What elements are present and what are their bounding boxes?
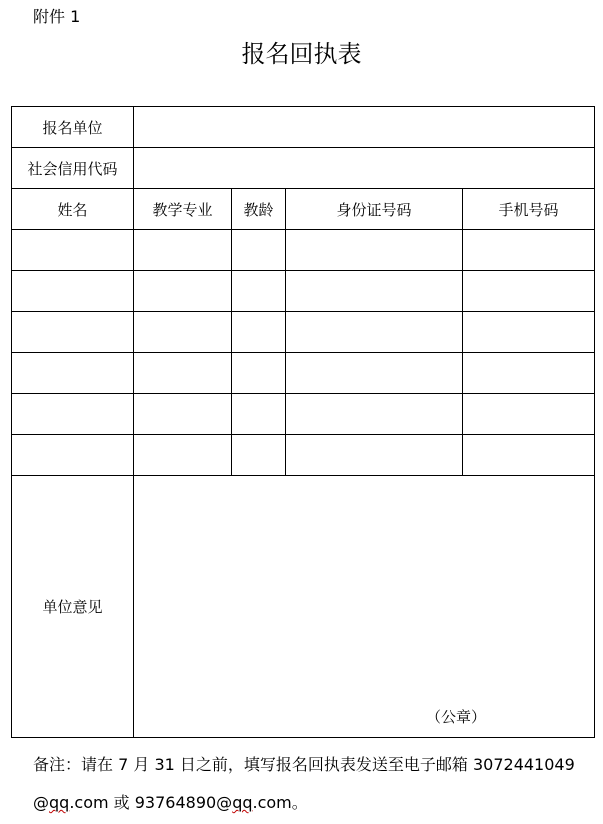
phone-cell[interactable] bbox=[463, 271, 595, 312]
name-cell[interactable] bbox=[12, 394, 134, 435]
phone-cell[interactable] bbox=[463, 230, 595, 271]
teaching-years-cell[interactable] bbox=[232, 435, 286, 476]
email-prefix: @ bbox=[33, 793, 49, 812]
remark-line-2 bbox=[33, 790, 593, 813]
email-domain-2: qq bbox=[232, 793, 253, 812]
major-cell[interactable] bbox=[134, 271, 232, 312]
table-row bbox=[12, 353, 595, 394]
name-cell[interactable] bbox=[12, 271, 134, 312]
teaching-years-cell[interactable] bbox=[232, 230, 286, 271]
registration-form-table bbox=[11, 106, 595, 738]
email-domain-1: qq bbox=[49, 793, 70, 812]
name-cell[interactable] bbox=[12, 353, 134, 394]
attachment-label: 附件 1 bbox=[33, 7, 81, 26]
table-row bbox=[12, 435, 595, 476]
header-row bbox=[12, 189, 595, 230]
official-seal-label: （公章） bbox=[426, 708, 487, 726]
unit-label: 报名单位 bbox=[12, 107, 134, 148]
column-header-major: 教学专业 bbox=[134, 189, 232, 230]
column-header-teaching-years: 教龄 bbox=[232, 189, 286, 230]
major-cell[interactable] bbox=[134, 312, 232, 353]
teaching-years-cell[interactable] bbox=[232, 312, 286, 353]
major-cell[interactable] bbox=[134, 435, 232, 476]
form-title: 报名回执表 bbox=[241, 40, 362, 68]
credit-code-field[interactable] bbox=[134, 148, 595, 189]
id-number-cell[interactable] bbox=[286, 230, 463, 271]
email-end: .com。 bbox=[252, 793, 308, 812]
credit-code-label: 社会信用代码 bbox=[12, 148, 134, 189]
email-separator: .com 或 93764890@ bbox=[69, 793, 233, 812]
column-header-name: 姓名 bbox=[12, 189, 134, 230]
id-number-cell[interactable] bbox=[286, 435, 463, 476]
unit-opinion-label: 单位意见 bbox=[12, 476, 134, 738]
table-row bbox=[12, 271, 595, 312]
unit-field[interactable] bbox=[134, 107, 595, 148]
phone-cell[interactable] bbox=[463, 435, 595, 476]
phone-cell[interactable] bbox=[463, 394, 595, 435]
teaching-years-cell[interactable] bbox=[232, 394, 286, 435]
phone-cell[interactable] bbox=[463, 353, 595, 394]
id-number-cell[interactable] bbox=[286, 353, 463, 394]
table-row bbox=[12, 312, 595, 353]
column-header-phone: 手机号码 bbox=[463, 189, 595, 230]
major-cell[interactable] bbox=[134, 394, 232, 435]
unit-opinion-field[interactable] bbox=[134, 476, 595, 738]
id-number-cell[interactable] bbox=[286, 394, 463, 435]
name-cell[interactable] bbox=[12, 435, 134, 476]
name-cell[interactable] bbox=[12, 230, 134, 271]
table-row bbox=[12, 230, 595, 271]
id-number-cell[interactable] bbox=[286, 271, 463, 312]
remark-line-1: 备注：请在 7 月 31 日之前，填写报名回执表发送至电子邮箱 3072441049 bbox=[33, 755, 575, 774]
major-cell[interactable] bbox=[134, 230, 232, 271]
teaching-years-cell[interactable] bbox=[232, 271, 286, 312]
column-header-id-number: 身份证号码 bbox=[286, 189, 463, 230]
major-cell[interactable] bbox=[134, 353, 232, 394]
table-row bbox=[12, 394, 595, 435]
id-number-cell[interactable] bbox=[286, 312, 463, 353]
phone-cell[interactable] bbox=[463, 312, 595, 353]
teaching-years-cell[interactable] bbox=[232, 353, 286, 394]
name-cell[interactable] bbox=[12, 312, 134, 353]
